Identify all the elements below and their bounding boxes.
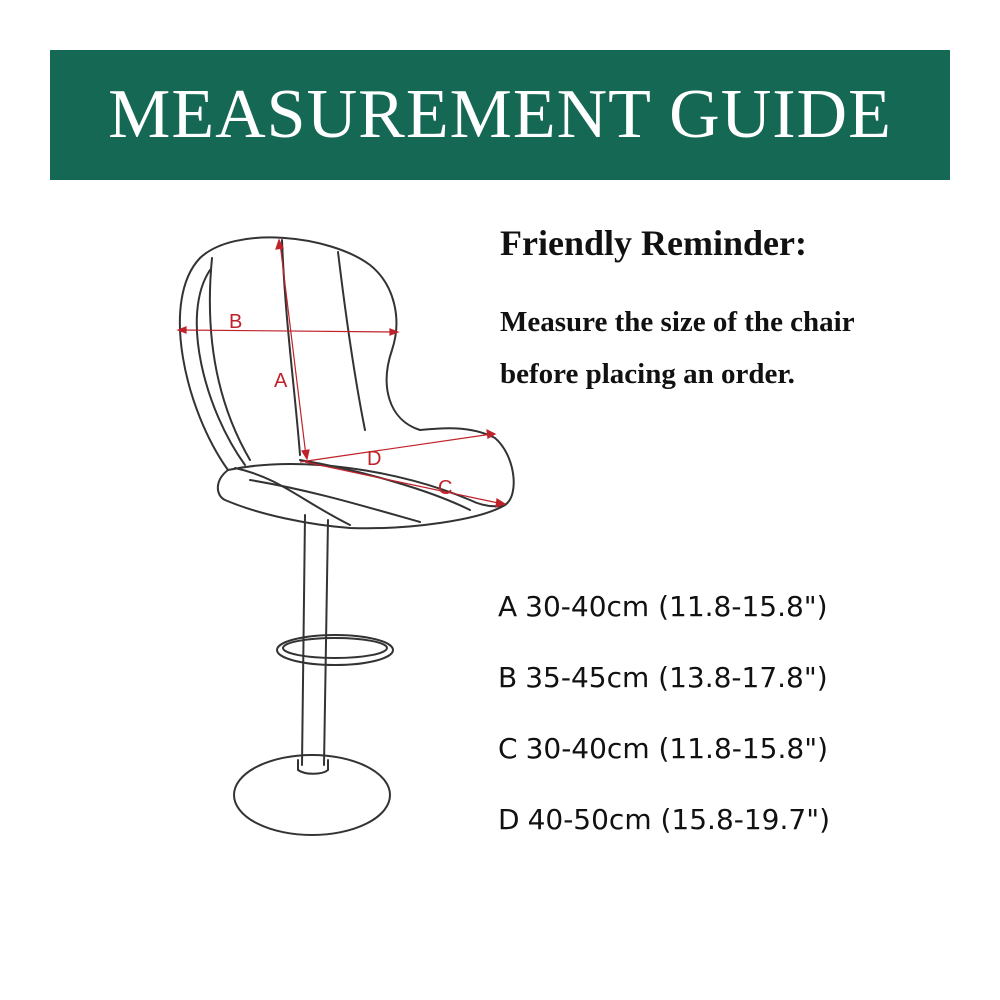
- title-banner: [50, 50, 950, 180]
- backrest-stripe: [338, 252, 365, 430]
- post-right: [324, 520, 328, 765]
- measurement-value: 30-40cm (11.8-15.8"): [525, 590, 828, 623]
- seat-cushion-edge: [235, 468, 350, 525]
- reminder-heading: Friendly Reminder:: [500, 223, 807, 263]
- label-b: B: [229, 311, 243, 333]
- measurement-value: 40-50cm (15.8-19.7"): [527, 803, 831, 836]
- backrest-stripe: [282, 240, 300, 455]
- footrest-ring-inner: [283, 638, 387, 658]
- label-d: D: [367, 448, 382, 470]
- measurement-letter: B: [498, 661, 518, 694]
- measurement-letter: D: [498, 803, 520, 836]
- backrest-outline: [180, 237, 420, 470]
- reminder-line: before placing an order.: [500, 358, 795, 390]
- label-a: A: [274, 370, 288, 392]
- reminder-line: Measure the size of the chair: [500, 306, 855, 338]
- bar-stool-diagram: [160, 230, 540, 840]
- page-title: MEASUREMENT GUIDE: [108, 76, 892, 153]
- measurement-letter: C: [498, 732, 518, 765]
- measurement-row-b: [498, 656, 830, 727]
- measurement-list: [498, 585, 830, 869]
- reminder-text: [500, 296, 930, 400]
- measurement-value: 35-45cm (13.8-17.8"): [525, 661, 828, 694]
- base-disc: [234, 755, 390, 835]
- measurement-letter: A: [498, 590, 518, 623]
- measurement-row-a: [498, 585, 830, 656]
- measurement-row-d: [498, 798, 830, 869]
- backrest-stripe: [210, 258, 250, 460]
- seat-front-edge: [228, 464, 505, 506]
- measurement-value: 30-40cm (11.8-15.8"): [525, 732, 829, 765]
- footrest-ring: [277, 635, 393, 665]
- measurement-row-c: [498, 727, 830, 798]
- seat-outline: [218, 428, 514, 528]
- label-c: C: [438, 477, 453, 499]
